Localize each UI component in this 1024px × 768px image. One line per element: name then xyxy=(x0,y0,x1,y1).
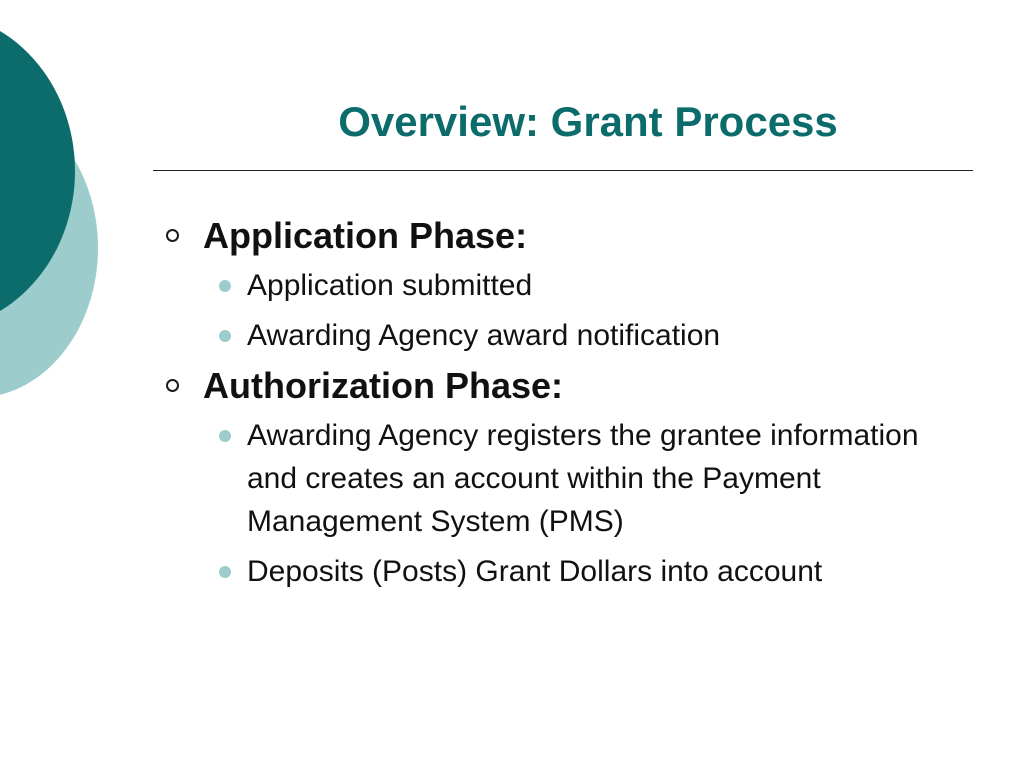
list-item-text: Awarding Agency registers the grantee information and creates an account within the Payment Management System (PMS) xyxy=(247,419,919,538)
list-item xyxy=(160,550,950,593)
dot-bullet-icon xyxy=(219,330,231,342)
ring-bullet-icon xyxy=(166,379,179,392)
section-heading: Application Phase: xyxy=(203,215,528,256)
section-heading-row xyxy=(160,361,950,411)
section-heading: Authorization Phase: xyxy=(203,365,564,406)
dot-bullet-icon xyxy=(219,566,231,578)
dot-bullet-icon xyxy=(219,430,231,442)
list-item xyxy=(160,414,950,543)
list-item-text: Application submitted xyxy=(247,269,533,302)
list-item-text: Awarding Agency award notification xyxy=(247,319,721,352)
section-application-phase xyxy=(160,211,950,357)
bullet-list xyxy=(160,414,950,593)
list-item-text: Deposits (Posts) Grant Dollars into account xyxy=(247,555,823,588)
slide-body xyxy=(160,211,950,593)
section-authorization-phase xyxy=(160,361,950,593)
slide-title: Overview: Grant Process xyxy=(338,98,838,145)
ring-bullet-icon xyxy=(166,229,179,242)
bullet-list xyxy=(160,264,950,357)
title-divider xyxy=(153,170,973,171)
list-item xyxy=(160,314,950,357)
list-item xyxy=(160,264,950,307)
section-heading-row xyxy=(160,211,950,261)
dot-bullet-icon xyxy=(219,280,231,292)
